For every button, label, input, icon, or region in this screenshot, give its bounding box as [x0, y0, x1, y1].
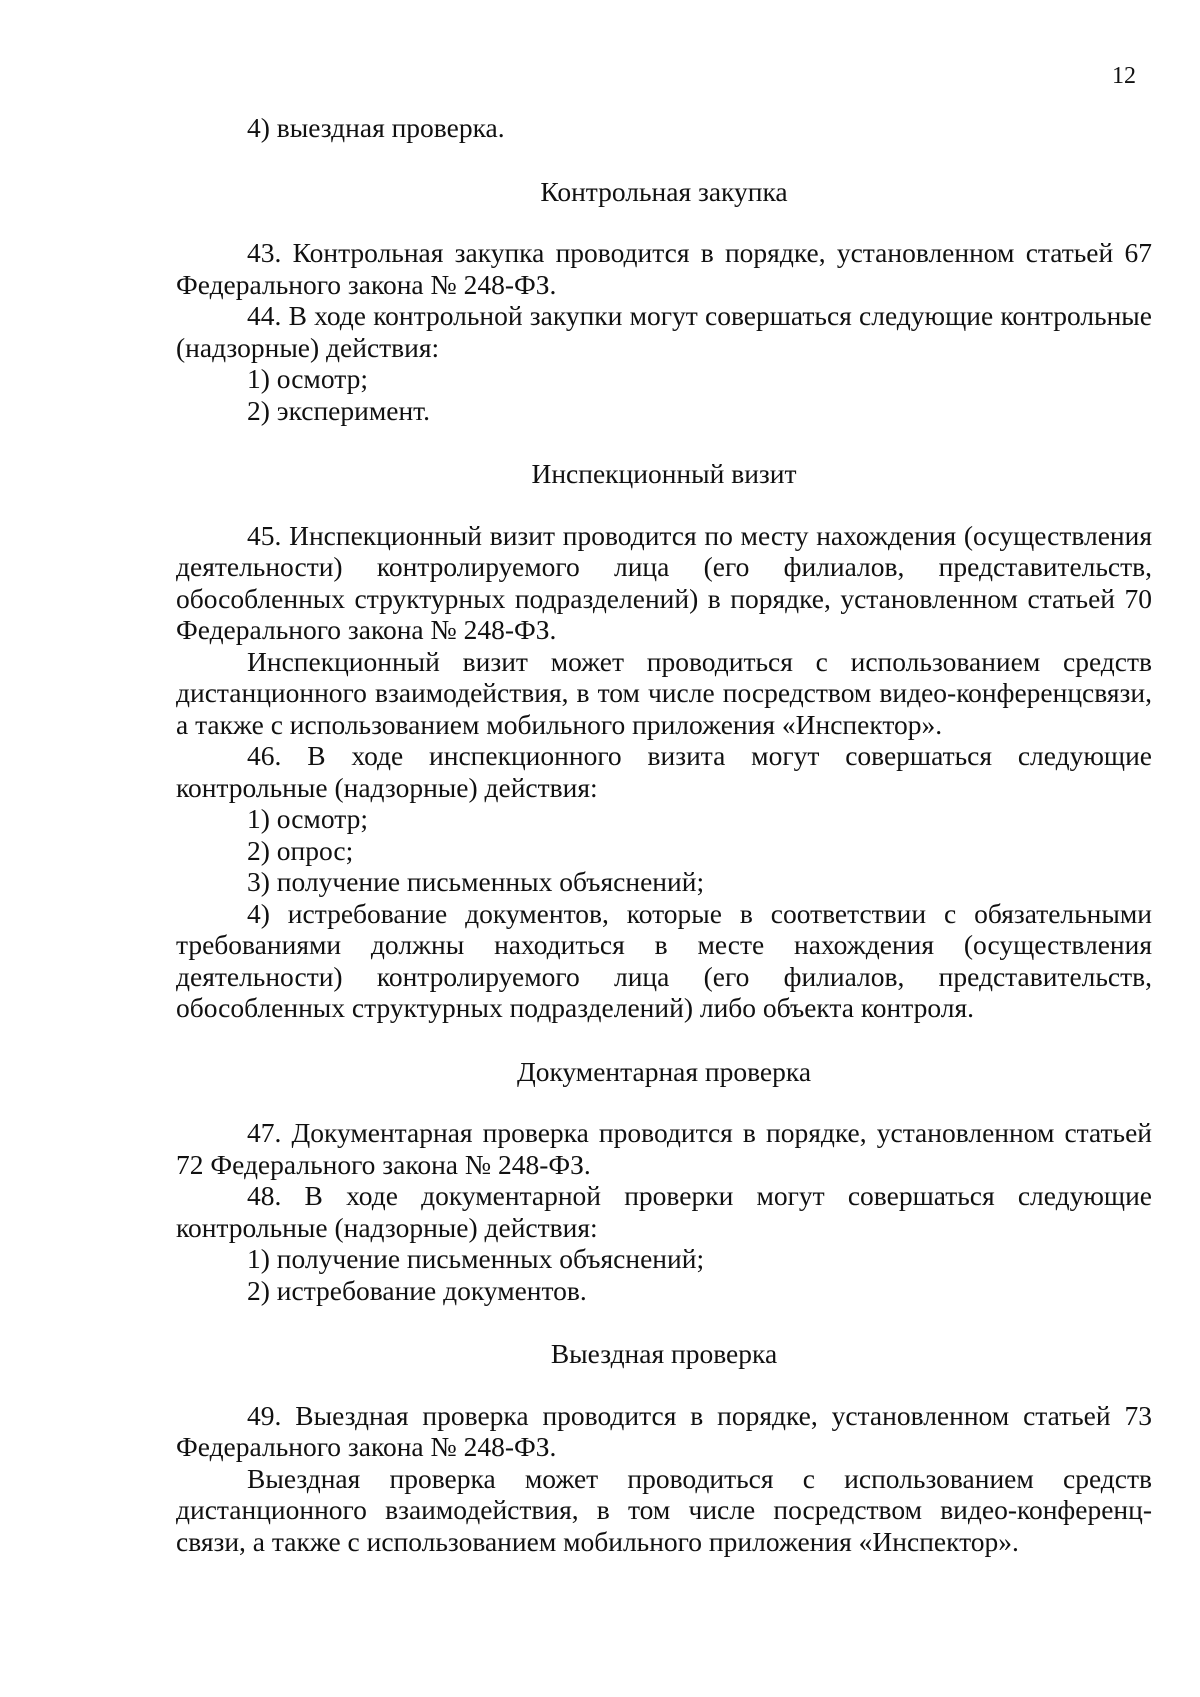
paragraph-49: 49. Выездная проверка проводится в порядке, установленном статьей 73 Федерального закона № 248-ФЗ. [176, 1399, 1152, 1462]
section-heading-field-check: Выездная проверка [550, 1338, 778, 1369]
paragraph-44: 44. В ходе контрольной закупки могут совершаться следующие контрольные (надзорные) действия: [176, 300, 1152, 363]
paragraph-47: 47. Документарная проверка проводится в порядке, установленном статьей 72 Федерального закона № 248-ФЗ. [176, 1117, 1152, 1180]
list-item: 1) осмотр; [247, 803, 368, 834]
list-item: 4) истребование документов, которые в соответствии с обязательными требованиями должны находиться в месте нахождения (осуществления деятельности) контролируемого лица (его филиалов, представительств, обособленных структурных подразделений) либо объекта контроля. [176, 897, 1152, 1023]
paragraph-48: 48. В ходе документарной проверки могут совершаться следующие контрольные (надзорные) действия: [176, 1180, 1152, 1243]
list-item: 3) получение письменных объяснений; [247, 866, 705, 897]
list-item: 1) осмотр; [247, 363, 368, 394]
paragraph-46: 46. В ходе инспекционного визита могут совершаться следующие контрольные (надзорные) действия: [176, 740, 1152, 803]
paragraph-43: 43. Контрольная закупка проводится в порядке, установленном статьей 67 Федерального закона № 248-ФЗ. [176, 237, 1152, 300]
page-number: 12 [1112, 63, 1136, 89]
document-body [176, 112, 1152, 1557]
paragraph-45-remote: Инспекционный визит может проводиться с использованием средств дистанционного взаимодействия, в том числе посредством видео-конференцсвязи, а также с использованием мобильного приложения «Инспектор». [176, 645, 1152, 740]
section-heading-documentary-check: Документарная проверка [516, 1055, 812, 1087]
section-heading-inspection-visit: Инспекционный визит [531, 458, 797, 489]
list-item: 1) получение письменных объяснений; [247, 1243, 705, 1274]
section-heading-control-purchase: Контрольная закупка [540, 175, 788, 207]
paragraph-45: 45. Инспекционный визит проводится по месту нахождения (осуществления деятельности) контролируемого лица (его филиалов, представительств, обособленных структурных подразделений) в порядке, установленном статьей 70 Федерального закона № 248-ФЗ. [176, 519, 1152, 645]
list-item: 2) истребование документов. [247, 1274, 587, 1306]
list-item: 2) эксперимент. [247, 394, 431, 426]
list-item: 4) выездная проверка. [247, 112, 505, 143]
paragraph-49-remote: Выездная проверка может проводиться с использованием средств дистанционного взаимодействия, в том числе посредством видео-конференц-связи, а также с использованием мобильного приложения «Инспектор». [176, 1462, 1152, 1557]
list-item: 2) опрос; [247, 834, 354, 866]
